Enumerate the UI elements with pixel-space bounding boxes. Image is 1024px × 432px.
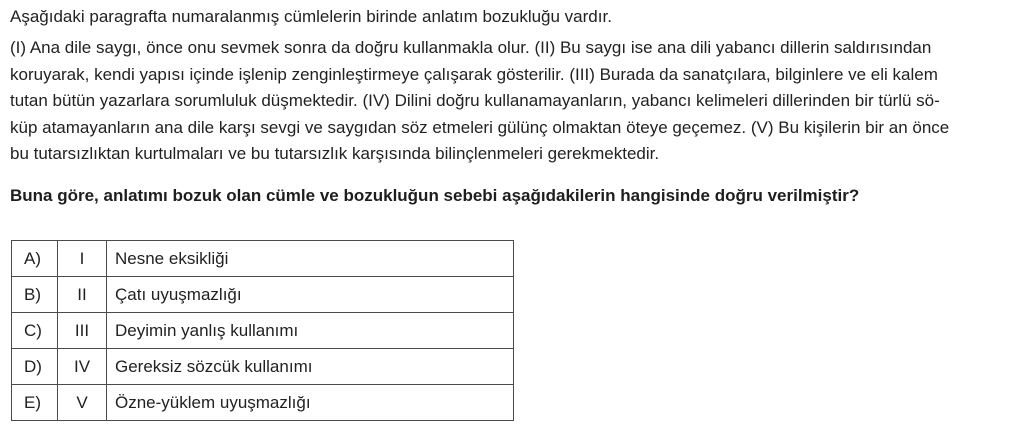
option-row-c[interactable] [12, 313, 514, 349]
option-sentence-number: I [58, 241, 107, 277]
option-letter: C) [12, 313, 58, 349]
option-sentence-number: II [58, 277, 107, 313]
paragraph-line: (I) Ana dile saygı, önce onu sevmek sonra da doğru kullanmakla olur. (II) Bu saygı ise ana dili yabancı dillerin saldırısından [10, 38, 932, 57]
option-letter: B) [12, 277, 58, 313]
instruction-text: Aşağıdaki paragrafta numaralanmış cümlelerin birinde anlatım bozukluğu vardır. [10, 7, 612, 26]
option-text: Çatı uyuşmazlığı [107, 277, 514, 313]
paragraph-line: koruyarak, kendi yapısı içinde işlenip zenginleştirmeye çalışarak gösterilir. (III) Burada da sanatçılara, bilginlere ve eli kalem [10, 64, 938, 84]
answer-options-table [11, 240, 514, 421]
option-letter: D) [12, 349, 58, 385]
paragraph-line: tutan bütün yazarlara sorumluluk düşmektedir. (IV) Dilini doğru kullanamayanların, yabancı kelimeleri dillerinden bir türlü sö- [10, 91, 940, 110]
option-text: Nesne eksikliği [107, 241, 514, 277]
question-stem: Buna göre, anlatımı bozuk olan cümle ve bozukluğun sebebi aşağıdakilerin hangisinde doğru verilmiştir? [10, 186, 860, 205]
option-row-d[interactable] [12, 349, 514, 385]
numbered-paragraph [10, 35, 1020, 168]
paragraph-line: küp atamayanların ana dile karşı sevgi ve saygıdan söz etmeleri gülünç olmaktan öteye geçemez. (V) Bu kişilerin bir an önce [10, 117, 950, 137]
option-row-e[interactable] [12, 385, 514, 421]
paragraph-line: bu tutarsızlıktan kurtulmaları ve bu tutarsızlık karşısında bilinçlenmeleri gerekmektedir. [10, 144, 660, 163]
option-letter: E) [12, 385, 58, 421]
option-letter: A) [12, 241, 58, 277]
option-text: Deyimin yanlış kullanımı [107, 313, 514, 349]
option-sentence-number: III [58, 313, 107, 349]
option-row-a[interactable] [12, 241, 514, 277]
option-sentence-number: IV [58, 349, 107, 385]
option-text: Gereksiz sözcük kullanımı [107, 349, 514, 385]
option-text: Özne-yüklem uyuşmazlığı [107, 385, 514, 421]
option-row-b[interactable] [12, 277, 514, 313]
option-sentence-number: V [58, 385, 107, 421]
